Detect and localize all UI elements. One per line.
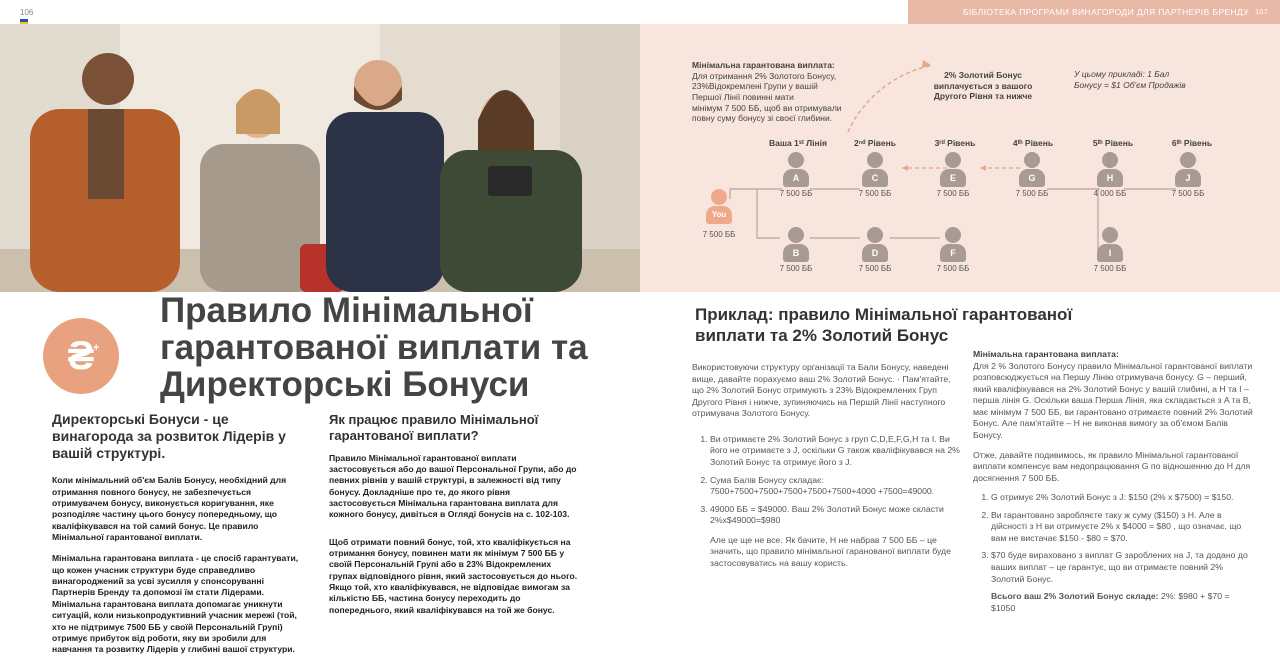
col2-paragraph: Правило Мінімальної гарантованої виплати застосовується або до вашої Персональної Групи, або до певних рівнів у вашій структурі, в залежності від типу бонусу. Докладніше про те, до якого рівня застосовується Мінімальна гарантована виплата для кожного бонусу, дивіться в Огляді бонусів на с. 102-103. xyxy=(329,452,577,520)
col1-heading: Директорські Бонуси - це винагорода за розвиток Лідерів у вашій структурі. xyxy=(52,411,286,461)
diagram-node xyxy=(923,152,983,198)
title-line: Директорські Бонуси xyxy=(160,365,530,405)
diagram-node xyxy=(845,227,905,273)
list-item: 3. $70 буде вираховано з виплат G зароблених на J, та додано до ваших виплат – це гарантує, що ви отримаєте повний 2% Золотий Бонус. xyxy=(991,550,1253,585)
plus-icon: + xyxy=(93,342,100,354)
node-value: 7 500 ББ xyxy=(1015,189,1049,198)
note-line: Для отримання 2% Золотого Бонусу, xyxy=(692,70,837,81)
col2-heading: Мінімальна гарантована виплата: xyxy=(973,349,1119,359)
hryvnia-icon: ₴ xyxy=(67,334,95,378)
currency-badge xyxy=(43,318,119,394)
note-line: У цьому прикладі: 1 Бал xyxy=(1074,69,1170,79)
list-item: 2. Ви гарантовано заробляєте таку ж суму ($150) з H. Але в дійсності з H ви отримуєте 2% x $4000 = $80 , що означає, що вам не вистачає $150 - $80 = $70. xyxy=(991,510,1253,545)
level-label: 2ⁿᵈ Рівень xyxy=(853,138,896,148)
node-value: 7 500 ББ xyxy=(1171,189,1205,198)
person-icon xyxy=(1097,152,1123,187)
level-label: 4ᵗʰ Рівень xyxy=(1012,138,1054,148)
note-line: виплачується з вашого xyxy=(933,80,1033,91)
person-icon xyxy=(940,227,966,262)
total-label: Всього ваш 2% Золотий Бонус складе: xyxy=(991,591,1159,602)
list-item: 3. 49000 ББ = $49000. Ваш 2% Золотий Бонус може скласти 2%x$49000=$980 xyxy=(710,504,962,527)
after-list-paragraph: Але це ще не все. Як бачите, H не набрав 7 500 ББ – це значить, що правило мінімальної гаранованої виплати буде застосовуватись на вашу користь. xyxy=(710,534,951,568)
page-title xyxy=(160,292,630,403)
person-icon xyxy=(711,189,727,205)
node-letter: A xyxy=(783,169,809,187)
col2-paragraph: Отже, давайте подивимось, як правило Мінімальної гарантованої виплати компенсує вам недопрацювання G по відношенню до H для досягнення 7 500 ББ. xyxy=(973,449,1251,483)
node-value: 7 500 ББ xyxy=(936,189,970,198)
note-line: 23%Відокремлені Групи у вашій xyxy=(692,81,818,92)
node-letter: J xyxy=(1175,169,1201,187)
node-letter: E xyxy=(940,169,966,187)
node-letter: H xyxy=(1097,169,1123,187)
diagram-node xyxy=(845,152,905,198)
node-letter: D xyxy=(862,244,888,262)
diagram-node xyxy=(1158,152,1218,198)
you-label: You xyxy=(706,206,732,224)
list-item: 1. Ви отримаєте 2% Золотий Бонус з груп C,D,E,F,G,H та I. Ви його не отримаєте з J, оскільки G також кваліфікувався на 2% Золотий Бонус та отримує його з J. xyxy=(710,434,962,469)
diagram-node xyxy=(766,227,826,273)
person-icon xyxy=(783,227,809,262)
min-guarantee-list xyxy=(973,492,1253,585)
total-line xyxy=(991,591,1253,614)
diagram-node xyxy=(1080,227,1140,273)
node-letter: I xyxy=(1097,244,1123,262)
diagram-node xyxy=(923,227,983,273)
left-column-2 xyxy=(329,412,579,626)
person-icon xyxy=(940,152,966,187)
note-line: Першої Лінії повинні мати xyxy=(692,91,794,102)
diagram-node xyxy=(1080,152,1140,198)
node-value: 7 500 ББ xyxy=(936,264,970,273)
note-min-guarantee-title: Мінімальна гарантована виплата: xyxy=(692,60,835,70)
team-photo xyxy=(0,24,640,292)
col1-paragraph: Мінімальна гарантована виплата - це спосіб гарантувати, що кожен учасник структури буде справедливо винагороджений за усві зусилля у спонсоруванні Партнерів Бренду та допомозі їм стати Лідерами. Мінімальна гарантована виплата допомагає уникнути ситуацій, коли низькопродуктивний учасник мережі (той, хто не підтримує 7500 ББ у своїй Персональній Групі) отримує прибуток від роботи, яку ви зробили для навчання та розвитку Лідерів у глибині вашої структури. xyxy=(52,553,299,655)
node-value: 7 500 ББ xyxy=(779,264,813,273)
title-line: Правило Мінімальної xyxy=(160,291,533,330)
node-value: 7 500 ББ xyxy=(779,189,813,198)
list-item: 2. Сума Балів Бонусу складає: 7500+7500+7500+7500+7500+7500+4000 +7500=49000. xyxy=(710,475,962,498)
node-letter: G xyxy=(1019,169,1045,187)
col2-paragraph: Для 2 % Золотого Бонусу правило Мінімальної гарантованої виплати розповсюджується на Першу Лінію отримувача бонусу. G – перший, який кваліфікувався на 2% Золотий Бонус у вашій глибині, а H та I – перша лінія G. Оскільки ваша Перша Лінія, яка складається з A та B, має мінімум 7 500 ББ, ви гарантовано отримаєте повний 2% Золотий Бонус. Але пам'ятайте – H не виконав вимогу за об'ємом Балів Бонусу. xyxy=(973,360,1253,440)
level-label: Ваша 1ˢᵗ Лінія xyxy=(769,138,827,148)
node-letter: F xyxy=(940,244,966,262)
example-title xyxy=(695,305,1215,346)
col1-paragraph: Коли мінімальний об'єм Балів Бонусу, необхідний для отримання повного бонусу, не забезпечується отримувачем бонусу, виконується коригування, яке розподіляє частину цього бонусу попередньому, що кваліфікувався на той самий бонус. Це правило Мінімальної гарантованої виплати. xyxy=(52,475,287,543)
you-value: 7 500 ББ xyxy=(702,230,736,239)
node-value: 4 000 ББ xyxy=(1093,189,1127,198)
node-letter: C xyxy=(862,169,888,187)
person-icon xyxy=(1019,152,1045,187)
right-column-2 xyxy=(973,349,1253,614)
header-banner xyxy=(908,0,1280,24)
col2-heading: Як працює правило Мінімальної гарантованої виплати? xyxy=(329,412,539,444)
level-label: 5ᵗʰ Рівень xyxy=(1092,138,1134,148)
right-column-1 xyxy=(692,362,962,577)
you-node xyxy=(706,189,732,227)
total-value: 2%: $980 + $70 = $1050 xyxy=(991,591,1230,613)
title-line: Приклад: правило Мінімальної гарантованої xyxy=(695,305,1073,324)
diagram-node xyxy=(766,152,826,198)
note-example xyxy=(1074,69,1234,90)
page-number-left: 106 xyxy=(20,8,34,17)
person-icon xyxy=(783,152,809,187)
node-value: 7 500 ББ xyxy=(858,264,892,273)
title-line: гарантованої виплати та xyxy=(160,328,588,368)
page-number-right: 107 xyxy=(1255,8,1268,16)
col2-paragraph: Щоб отримати повний бонус, той, хто кваліфікується на отримання бонусу, повинен мати як мінімум 7 500 ББ у своїй Персональній Групі або в 23% Відокремлених групах відповідного рівня, який застосовується до нього. Якщо той, хто кваліфікувався, не відповідає вимогам за кількістю ББ, частина бонусу переходить до попереднього, який кваліфікувався на той же бонус. xyxy=(329,536,578,615)
left-column-1 xyxy=(52,411,306,666)
note-line: 2% Золотий Бонус xyxy=(944,70,1022,80)
note-min-guarantee xyxy=(692,60,862,124)
list-item: 1. G отримує 2% Золотий Бонус з J: $150 (2% x $7500) = $150. xyxy=(991,492,1253,504)
person-icon xyxy=(862,227,888,262)
header-banner-text: БІБЛІОТЕКА ПРОГРАМИ ВИНАГОРОДИ ДЛЯ ПАРТНЕРІВ БРЕНДУ xyxy=(962,7,1250,17)
note-line: Бонусу = $1 Об'єм Продажів xyxy=(1074,79,1186,90)
node-value: 7 500 ББ xyxy=(858,189,892,198)
note-line: мінімум 7 500 ББ, щоб ви отримували xyxy=(692,102,842,113)
title-line: виплати та 2% Золотий Бонус xyxy=(695,325,949,345)
person-icon xyxy=(1097,227,1123,262)
level-label: 3ʳᵈ Рівень xyxy=(934,138,976,148)
team-photo-illustration xyxy=(0,24,640,292)
node-letter: B xyxy=(783,244,809,262)
diagram-node xyxy=(1002,152,1062,198)
calc-list xyxy=(692,434,962,527)
person-icon xyxy=(862,152,888,187)
note-line: повну суму бонусу зі своєї глибини. xyxy=(692,113,833,124)
level-label: 6ᵗʰ Рівень xyxy=(1171,138,1213,148)
note-line: Другого Рівня та нижче xyxy=(933,91,1033,102)
node-value: 7 500 ББ xyxy=(1093,264,1127,273)
note-gold-bonus xyxy=(923,70,1043,102)
intro-paragraph: Використовуючи структуру організації та Бали Бонусу, наведені вище, давайте порахуємо ваш 2% Золотий Бонус. · Пам'ятайте, що 2% Золотий Бонус отримують з 23% Відокремлених Груп Другого Рівня і нижче, зупиняючись на Першій Лінії наступного отримувача Золотого Бонусу. xyxy=(692,362,951,419)
person-icon xyxy=(1175,152,1201,187)
